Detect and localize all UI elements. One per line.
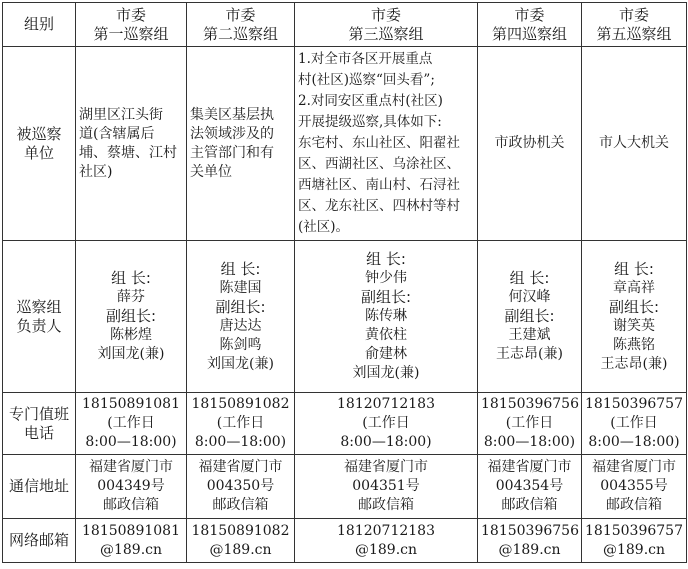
header-row: [3, 3, 687, 47]
email-label: 网络邮箱: [3, 519, 76, 563]
units-cell-5: 市人大机关: [582, 47, 687, 241]
group-header-3: 市委 第三巡察组: [295, 3, 478, 47]
group-header-4: 市委 第四巡察组: [478, 3, 582, 47]
leader-name: 章高祥: [613, 279, 655, 296]
leaders-cell-2: [187, 241, 295, 393]
group-header-5: 市委 第五巡察组: [582, 3, 687, 47]
leaders-cell-1: [76, 241, 187, 393]
phone-number: 18150396756: [481, 396, 579, 412]
leader-title: 组 长:: [509, 269, 550, 287]
address-cell-4: 福建省厦门市 004354号 邮政信箱: [478, 455, 582, 519]
email-cell-3: 18120712183 @189.cn: [295, 519, 478, 563]
email-cell-4: 18150396756 @189.cn: [478, 519, 582, 563]
deputy-name: 唐达达: [219, 317, 262, 334]
address-cell-5: 福建省厦门市 004355号 邮政信箱: [582, 455, 687, 519]
deputy-name: 陈彬煌: [110, 327, 152, 343]
phone-number: 18120712183: [337, 396, 435, 412]
leaders-label: 巡察组 负责人: [3, 241, 76, 393]
deputy-title: 副组长:: [504, 307, 555, 325]
deputy-name: 刘国龙(兼): [97, 346, 165, 362]
phone-cell-4: 18150396756 (工作日 8:00—18:00): [478, 393, 582, 455]
phone-cell-1: 18150891081 (工作日 8:00—18:00): [76, 393, 187, 455]
phone-cell-3: 18120712183 (工作日 8:00—18:00): [295, 393, 478, 455]
address-label: 通信地址: [3, 455, 76, 519]
phone-row: [3, 393, 687, 455]
units-cell-3: 1.对全市各区开展重点 村(社区)巡察“回头看”; 2.对同安区重点村(社区) 开展提级巡察,具体如下: 东宅村、东山社区、阳翟社 区、西湖社区、乌涂社区、 西塘社区、南山村、石浔社 区、龙东社区、四林村等村 (社区)。: [295, 47, 478, 241]
deputy-name: 谢笑英: [613, 317, 655, 334]
address-cell-2: 福建省厦门市 004350号 邮政信箱: [187, 455, 295, 519]
deputy-name: 王建斌: [508, 327, 551, 343]
units-row: [3, 47, 687, 241]
phone-number: 18150396757: [585, 396, 683, 412]
leader-title: 组 长:: [220, 259, 261, 278]
deputy-name: 陈剑鸣: [219, 336, 262, 353]
email-cell-2: 18150891082 @189.cn: [187, 519, 295, 563]
leader-title: 组 长:: [366, 250, 406, 268]
leaders-row: [3, 241, 687, 393]
leaders-cell-3: [295, 241, 478, 393]
address-cell-1: 福建省厦门市 004349号 邮政信箱: [76, 455, 187, 519]
leader-name: 陈建国: [219, 279, 262, 296]
phone-cell-5: 18150396757 (工作日 8:00—18:00): [582, 393, 687, 455]
group-header-1: 市委 第一巡察组: [76, 3, 187, 47]
leader-title: 组 长:: [614, 259, 654, 278]
phone-number: 18150891082: [191, 396, 290, 412]
email-row: [3, 519, 687, 563]
leader-name: 何汉峰: [508, 289, 551, 305]
units-cell-2: 集美区基层执 法领域涉及的 主管部门和有 关单位: [187, 47, 295, 241]
deputy-title: 副组长:: [360, 288, 412, 306]
deputy-name: 王志昂(兼): [600, 355, 668, 372]
units-label: 被巡察 单位: [3, 47, 76, 241]
phone-label: 专门值班 电话: [3, 393, 76, 455]
email-cell-5: 18150396757 @189.cn: [582, 519, 687, 563]
deputy-title: 副组长:: [608, 297, 660, 316]
deputy-name: 王志昂(兼): [496, 346, 563, 362]
deputy-name: 俞建林: [365, 346, 407, 362]
deputy-title: 副组长:: [105, 307, 157, 325]
leader-name: 薛芬: [117, 289, 145, 305]
deputy-name: 陈燕铭: [613, 336, 655, 353]
address-cell-3: 福建省厦门市 004351号 邮政信箱: [295, 455, 478, 519]
leader-title: 组 长:: [111, 269, 151, 287]
phone-number: 18150891081: [82, 396, 180, 412]
deputy-name: 刘国龙(兼): [207, 355, 274, 372]
deputy-name: 陈传琳: [365, 308, 407, 324]
phone-cell-2: 18150891082 (工作日 8:00—18:00): [187, 393, 295, 455]
leaders-cell-5: [582, 241, 687, 393]
inspection-groups-table: [2, 2, 687, 563]
units-cell-4: 市政协机关: [478, 47, 582, 241]
group-header-label: 组别: [3, 3, 76, 47]
deputy-title: 副组长:: [215, 297, 266, 316]
email-cell-1: 18150891081 @189.cn: [76, 519, 187, 563]
deputy-name: 黄依柱: [365, 327, 407, 343]
address-row: [3, 455, 687, 519]
leaders-cell-4: [478, 241, 582, 393]
group-header-2: 市委 第二巡察组: [187, 3, 295, 47]
leader-name: 钟少伟: [365, 270, 407, 286]
deputy-name: 刘国龙(兼): [352, 365, 420, 381]
units-cell-1: 湖里区江头街 道(含辖属后 埔、蔡塘、江村 社区): [76, 47, 187, 241]
